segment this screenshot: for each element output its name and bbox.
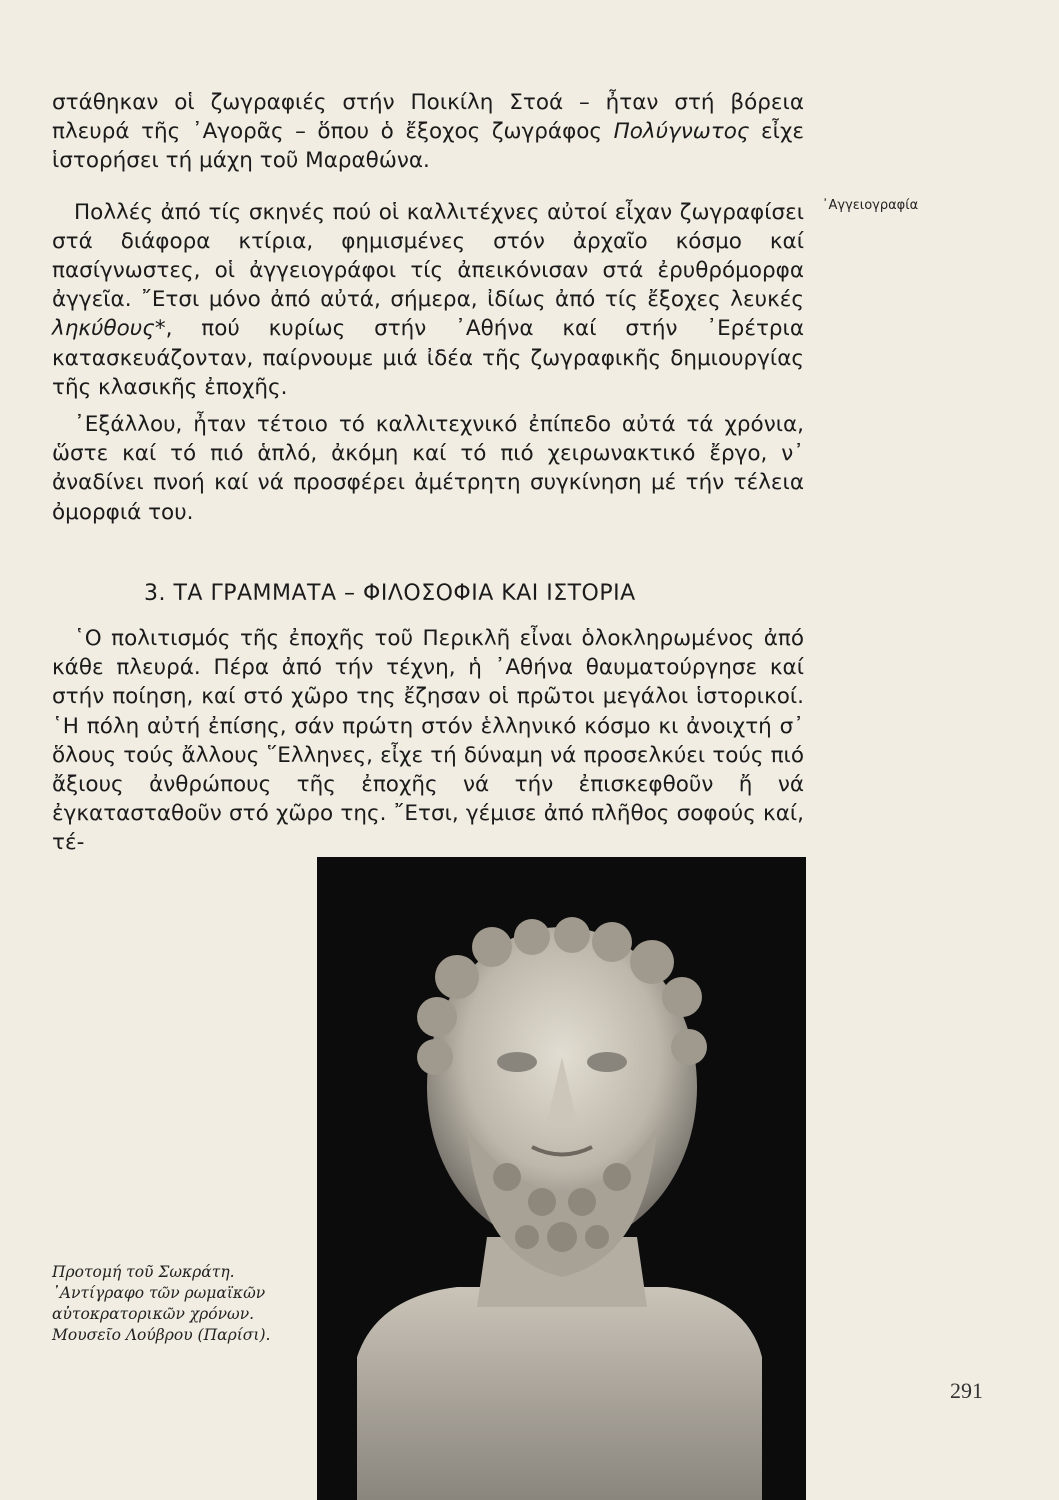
margin-note-vase-painting: ᾿Αγγειογραφία xyxy=(822,198,919,213)
bust-illustration xyxy=(317,857,806,1500)
section-heading: 3. ΤΑ ΓΡΑΜΜΑΤΑ – ΦΙΛΟΣΟΦΙΑ ΚΑΙ ΙΣΤΟΡΙΑ xyxy=(144,580,636,606)
lekythoi-italic: ληκύθους xyxy=(52,316,155,342)
paragraph-artistic-level: ᾿Εξάλλου, ἦταν τέτοιο τό καλλιτεχνικό ἐπίπεδο αὐτά τά χρόνια, ὥστε καί τό πιό ἁπλό, ἀκόμη καί τό πιό χειρωνακτικό ἔργο, ν᾿ ἀναδίνει πνοή καί νά προσφέρει ἀμέτρητη συγκίνηση μέ τήν τέλεια ὀμορφιά του. xyxy=(52,412,804,525)
socrates-bust-photo xyxy=(317,857,806,1500)
main-text-column xyxy=(52,88,804,858)
paragraph-vase-painting: Πολλές ἀπό τίς σκηνές πού οἱ καλλιτέχνες αὐτοί εἶχαν ζωγραφίσει στά διάφορα κτίρια, φημισμένες στόν ἀρχαῖο κόσμο καί πασίγνωστες, οἱ ἀγγειογράφοι τίς ἀπεικόνισαν στά ἐρυθρόμορφα ἀγγεῖα. ῎Ετσι μόνο ἀπό αὐτά, σήμερα, ἰδίως ἀπό τίς ἔξοχες λευκές ληκύθους*, πού κυρίως στήν ᾿Αθήνα καί στήν ᾿Ερέτρια κατασκευάζονταν, παίρνουμε μιά ἰδέα τῆς ζωγραφικῆς δημιουργίας τῆς κλασικῆς ἐποχῆς. xyxy=(52,199,804,400)
paragraph-pericles: ῾Ο πολιτισμός τῆς ἐποχῆς τοῦ Περικλῆ εἶναι ὁλοκληρωμένος ἀπό κάθε πλευρά. Πέρα ἀπό τήν τέχνη, ἡ ᾿Αθήνα θαυματούργησε καί στήν ποίηση, καί στό χῶρο της ἔζησαν οἱ πρῶτοι μεγάλοι ἱστορικοί. ῾Η πόλη αὐτή ἐπίσης, σάν πρώτη στόν ἑλληνικό κόσμο κι ἀνοιχτή σ᾿ ὅλους τούς ἄλλους ῞Ελληνες, εἶχε τή δύναμη νά προσελκύει τούς πιό ἄξιους ἀνθρώπους τῆς ἐποχῆς νά τήν ἐπισκεφθοῦν ἤ νά ἐγκατασταθοῦν στό χῶρο της. ῎Ετσι, γέμισε ἀπό πλῆθος σοφούς καί, τέ- xyxy=(52,626,804,856)
photo-caption: Προτομή τοῦ Σωκράτη. ᾿Αντίγραφο τῶν ρωμαϊκῶν αὐτοκρατορικῶν χρόνων. Μουσεῖο Λούβρου (Παρίσι). xyxy=(52,1263,271,1344)
polygnotos-italic: Πολύγνωτος xyxy=(613,119,750,145)
page-number: 291 xyxy=(950,1378,983,1403)
paragraph-stoa: στάθηκαν οἱ ζωγραφιές στήν Ποικίλη Στοά – ἦταν στή βόρεια πλευρά τῆς ᾿Αγορᾶς – ὅπου ὁ ἔξοχος ζωγράφος Πολύγνωτος εἶχε ἱστορήσει τή μάχη τοῦ Μαραθώνα. xyxy=(52,90,804,174)
